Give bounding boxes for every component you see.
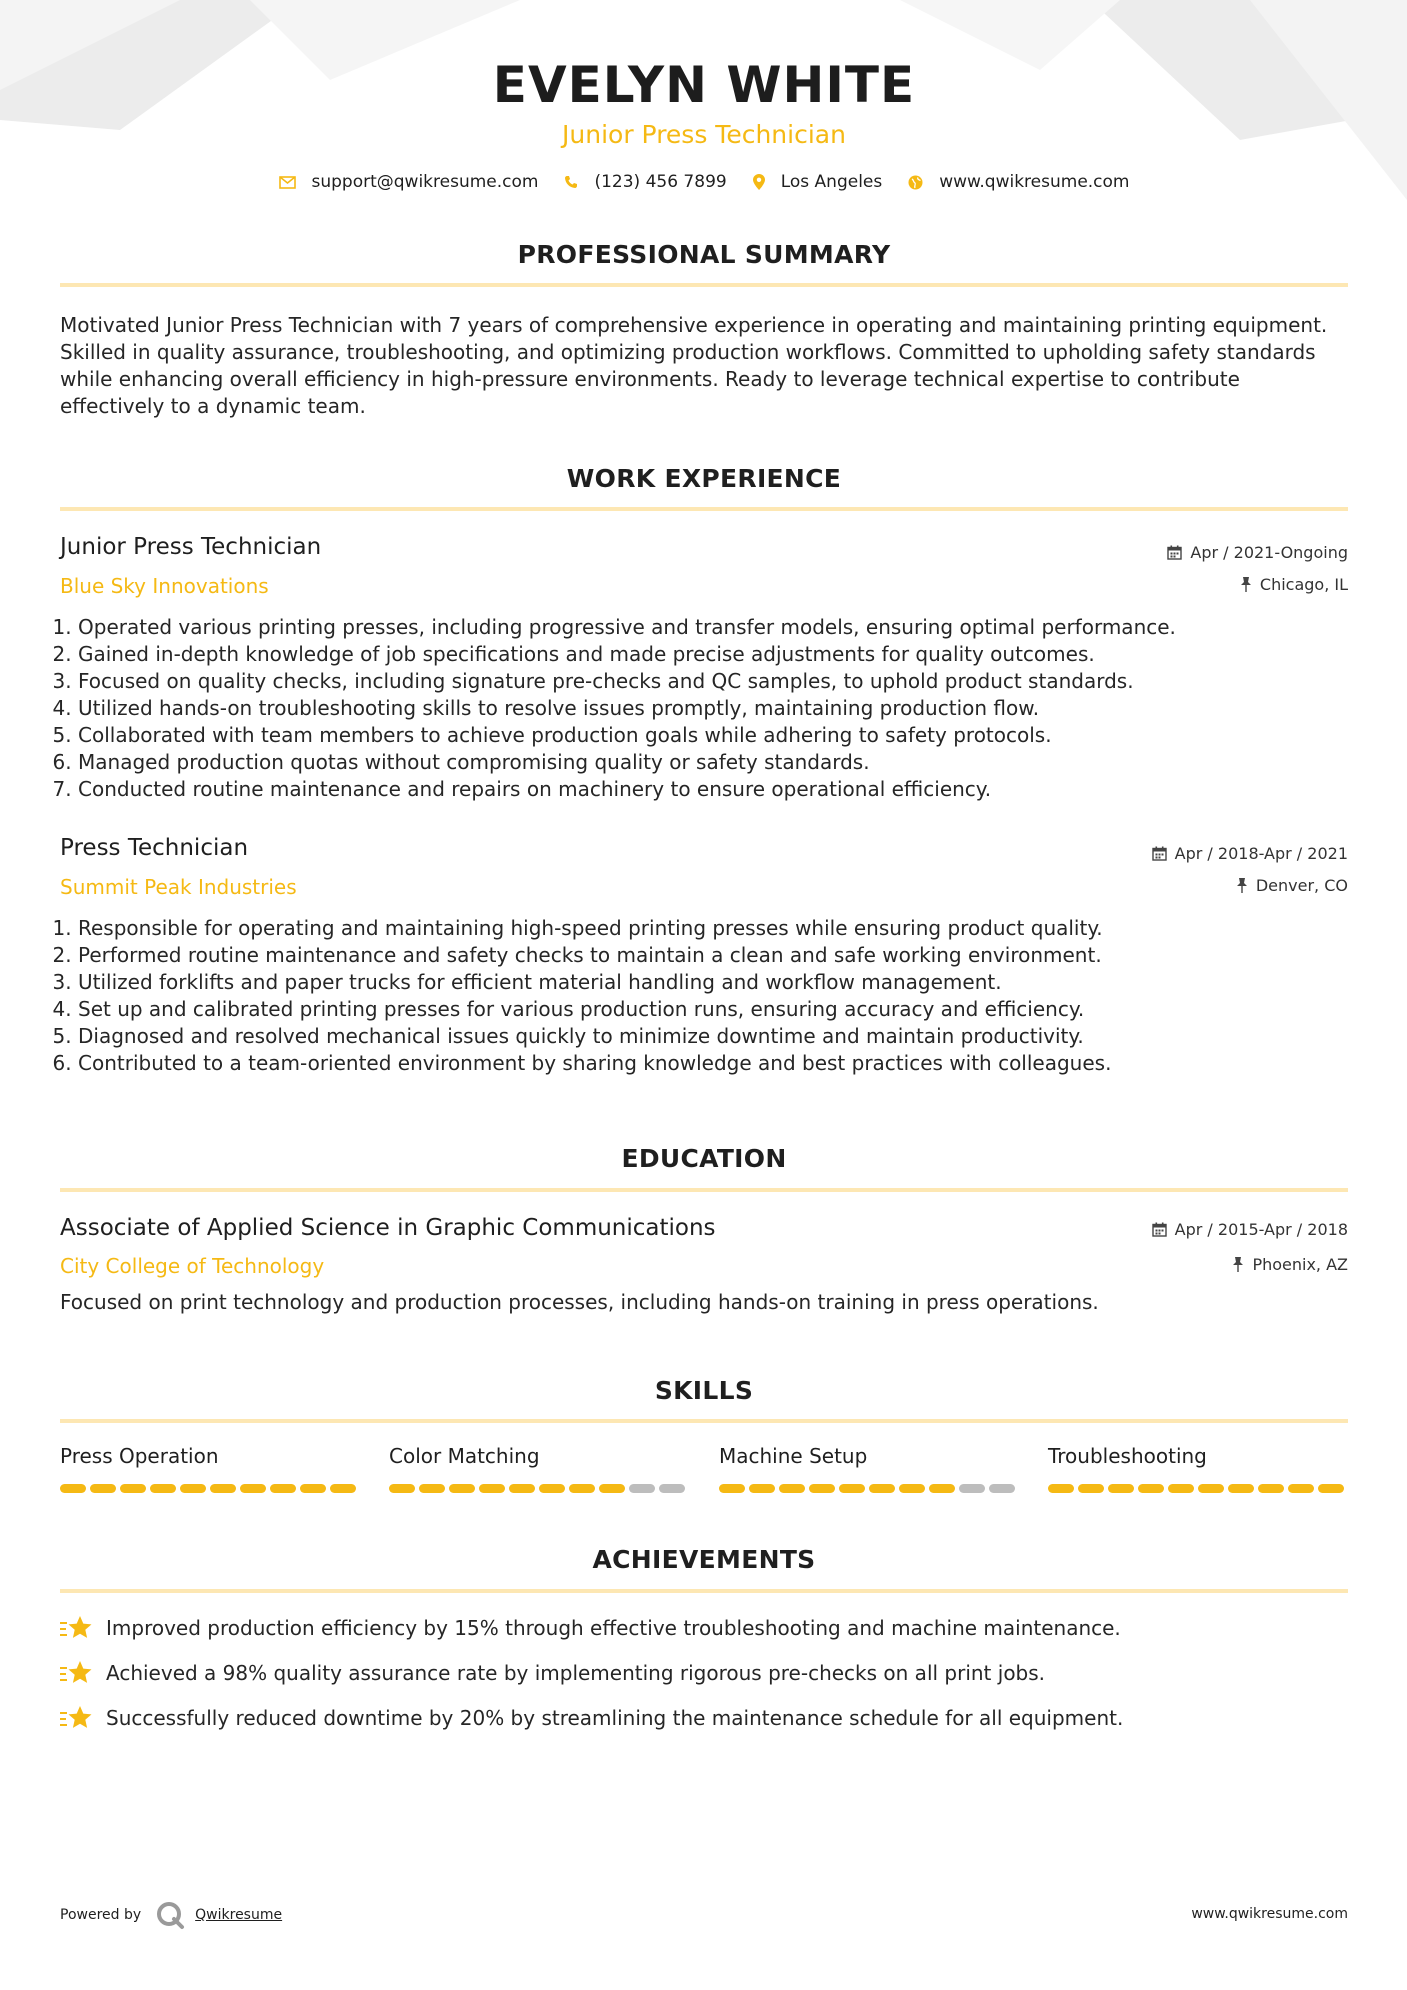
job-location xyxy=(1240,575,1348,594)
footer-powered-by xyxy=(60,1900,282,1930)
skill-item xyxy=(1048,1444,1348,1468)
achievement-text: Successfully reduced downtime by 20% by streamlining the maintenance schedule for all equipment. xyxy=(106,1706,1124,1730)
skill-rating-bar xyxy=(60,1484,360,1493)
list-item: 1. Responsible for operating and maintaining high-speed printing presses while ensuring product quality. xyxy=(78,915,1366,942)
contact-phone[interactable] xyxy=(564,172,726,192)
skill-item xyxy=(719,1444,1019,1468)
skill-dot-filled xyxy=(479,1484,505,1493)
achievement-item xyxy=(60,1660,1348,1686)
contact-location xyxy=(753,172,883,192)
achievements-heading: ACHIEVEMENTS xyxy=(592,1545,816,1574)
job-location xyxy=(1236,876,1348,895)
skill-dot-filled xyxy=(599,1484,625,1493)
list-item: 7. Conducted routine maintenance and repairs on machinery to ensure operational efficiency. xyxy=(78,776,1366,803)
skill-dot-filled xyxy=(779,1484,805,1493)
calendar-icon xyxy=(1167,545,1182,560)
skill-dot-filled xyxy=(1048,1484,1074,1493)
skill-dot-filled xyxy=(539,1484,565,1493)
skill-dot-filled xyxy=(120,1484,146,1493)
contact-website[interactable] xyxy=(908,172,1129,192)
phone-icon xyxy=(564,175,578,189)
skill-dot-empty xyxy=(629,1484,655,1493)
contact-phone-text: (123) 456 7899 xyxy=(594,172,727,192)
calendar-icon xyxy=(1152,1222,1167,1237)
job-dates xyxy=(1167,543,1348,562)
experience-heading: WORK EXPERIENCE xyxy=(566,464,842,493)
skill-dot-filled xyxy=(180,1484,206,1493)
skill-dot-filled xyxy=(509,1484,535,1493)
skill-dot-filled xyxy=(60,1484,86,1493)
skill-dot-filled xyxy=(569,1484,595,1493)
job-dates-text: Apr / 2018-Apr / 2021 xyxy=(1174,844,1348,863)
education-description: Focused on print technology and production processes, including hands-on training in press operations. xyxy=(60,1290,1099,1314)
list-item: 3. Utilized forklifts and paper trucks for efficient material handling and workflow management. xyxy=(78,969,1366,996)
experience-divider xyxy=(60,507,1348,511)
skill-dot-filled xyxy=(90,1484,116,1493)
list-item: 3. Focused on quality checks, including signature pre-checks and QC samples, to uphold product standards. xyxy=(78,668,1366,695)
skill-dot-filled xyxy=(1198,1484,1224,1493)
summary-heading: PROFESSIONAL SUMMARY xyxy=(517,240,891,269)
list-item: 2. Performed routine maintenance and safety checks to maintain a clean and safe working environment. xyxy=(78,942,1366,969)
skill-name: Troubleshooting xyxy=(1048,1444,1207,1468)
achievement-item xyxy=(60,1615,1348,1641)
skill-dot-empty xyxy=(659,1484,685,1493)
list-item: 6. Managed production quotas without compromising quality or safety standards. xyxy=(78,749,1366,776)
skill-dot-filled xyxy=(150,1484,176,1493)
school-name: City College of Technology xyxy=(60,1254,325,1278)
skill-dot-filled xyxy=(1078,1484,1104,1493)
skill-dot-filled xyxy=(270,1484,296,1493)
list-item: 1. Operated various printing presses, including progressive and transfer models, ensuring optimal performance. xyxy=(78,614,1366,641)
skill-dot-filled xyxy=(719,1484,745,1493)
skill-dot-filled xyxy=(809,1484,835,1493)
list-item: 4. Utilized hands-on troubleshooting skills to resolve issues promptly, maintaining production flow. xyxy=(78,695,1366,722)
achievement-text: Achieved a 98% quality assurance rate by implementing rigorous pre-checks on all print jobs. xyxy=(106,1661,1046,1685)
skill-dot-filled xyxy=(210,1484,236,1493)
skill-dot-empty xyxy=(989,1484,1015,1493)
education-heading: EDUCATION xyxy=(621,1144,787,1173)
skill-dot-filled xyxy=(839,1484,865,1493)
skill-dot-filled xyxy=(1168,1484,1194,1493)
job-company: Blue Sky Innovations xyxy=(60,574,269,598)
education-divider xyxy=(60,1188,1348,1192)
job-location-text: Denver, CO xyxy=(1255,876,1348,895)
job-location-text: Chicago, IL xyxy=(1259,575,1348,594)
list-item: 2. Gained in-depth knowledge of job specifications and made precise adjustments for quality outcomes. xyxy=(78,641,1366,668)
qwikresume-logo-icon xyxy=(155,1900,185,1930)
skill-dot-filled xyxy=(419,1484,445,1493)
skill-name: Color Matching xyxy=(389,1444,540,1468)
job-duties-list xyxy=(60,614,1366,803)
contact-website-text: www.qwikresume.com xyxy=(939,172,1130,192)
skill-item xyxy=(389,1444,689,1468)
education-dates-text: Apr / 2015-Apr / 2018 xyxy=(1174,1220,1348,1239)
job-title: Press Technician xyxy=(60,835,249,861)
candidate-name: EVELYN WHITE xyxy=(492,56,916,114)
job-company: Summit Peak Industries xyxy=(60,875,297,899)
skill-dot-filled xyxy=(449,1484,475,1493)
skill-rating-bar xyxy=(1048,1484,1348,1493)
calendar-icon xyxy=(1152,846,1167,861)
skill-dot-filled xyxy=(240,1484,266,1493)
skill-dot-filled xyxy=(1258,1484,1284,1493)
skill-name: Press Operation xyxy=(60,1444,219,1468)
summary-divider xyxy=(60,283,1348,287)
list-item: 6. Contributed to a team-oriented environment by sharing knowledge and best practices with colleagues. xyxy=(78,1050,1366,1077)
skill-dot-filled xyxy=(1288,1484,1314,1493)
summary-text: Motivated Junior Press Technician with 7 years of comprehensive experience in operating and maintaining printing equipment. Skilled in quality assurance, troubleshooting, and optimizing production workflows. Committed to upholding safety standards while enhancing overall efficiency in high-pressure environments. Ready to leverage technical expertise to contribute effectively to a dynamic team. xyxy=(60,313,1328,418)
pushpin-icon xyxy=(1236,878,1248,893)
job-dates-text: Apr / 2021-Ongoing xyxy=(1190,543,1348,562)
education-location-text: Phoenix, AZ xyxy=(1252,1255,1348,1274)
contact-email-text: support@qwikresume.com xyxy=(311,172,539,192)
skills-divider xyxy=(60,1419,1348,1423)
achievements-divider xyxy=(60,1589,1348,1593)
powered-by-label: Powered by xyxy=(60,1907,142,1923)
job-dates xyxy=(1152,844,1348,863)
envelope-icon xyxy=(279,176,296,189)
qwikresume-link[interactable]: Qwikresume xyxy=(195,1907,283,1923)
skill-name: Machine Setup xyxy=(719,1444,868,1468)
job-title: Junior Press Technician xyxy=(60,534,322,560)
map-pin-icon xyxy=(753,174,765,190)
skill-dot-filled xyxy=(749,1484,775,1493)
skill-rating-bar xyxy=(389,1484,689,1493)
candidate-title: Junior Press Technician xyxy=(562,120,846,149)
skill-dot-empty xyxy=(959,1484,985,1493)
skill-dot-filled xyxy=(330,1484,356,1493)
list-item: 5. Collaborated with team members to achieve production goals while adhering to safety protocols. xyxy=(78,722,1366,749)
footer-website[interactable]: www.qwikresume.com xyxy=(1191,1906,1348,1922)
skill-dot-filled xyxy=(1228,1484,1254,1493)
star-icon xyxy=(60,1615,92,1641)
contact-bar xyxy=(60,172,1348,192)
star-icon xyxy=(60,1705,92,1731)
list-item: 4. Set up and calibrated printing presses for various production runs, ensuring accuracy and efficiency. xyxy=(78,996,1366,1023)
skill-dot-filled xyxy=(1138,1484,1164,1493)
contact-location-text: Los Angeles xyxy=(780,172,883,192)
list-item: 5. Diagnosed and resolved mechanical issues quickly to minimize downtime and maintain productivity. xyxy=(78,1023,1366,1050)
education-location xyxy=(1232,1255,1348,1274)
star-icon xyxy=(60,1660,92,1686)
achievement-text: Improved production efficiency by 15% through effective troubleshooting and machine maintenance. xyxy=(106,1616,1121,1640)
skills-heading: SKILLS xyxy=(654,1376,754,1405)
globe-icon xyxy=(908,175,923,190)
job-duties-list xyxy=(60,915,1366,1077)
achievement-item xyxy=(60,1705,1348,1731)
pushpin-icon xyxy=(1232,1257,1244,1272)
skill-dot-filled xyxy=(1108,1484,1134,1493)
skill-item xyxy=(60,1444,360,1468)
degree-title: Associate of Applied Science in Graphic Communications xyxy=(60,1215,716,1241)
pushpin-icon xyxy=(1240,577,1252,592)
skill-dot-filled xyxy=(929,1484,955,1493)
education-dates xyxy=(1152,1220,1348,1239)
skill-dot-filled xyxy=(1318,1484,1344,1493)
contact-email[interactable] xyxy=(279,172,539,192)
skill-rating-bar xyxy=(719,1484,1019,1493)
skill-dot-filled xyxy=(300,1484,326,1493)
skill-dot-filled xyxy=(899,1484,925,1493)
skill-dot-filled xyxy=(389,1484,415,1493)
skill-dot-filled xyxy=(869,1484,895,1493)
